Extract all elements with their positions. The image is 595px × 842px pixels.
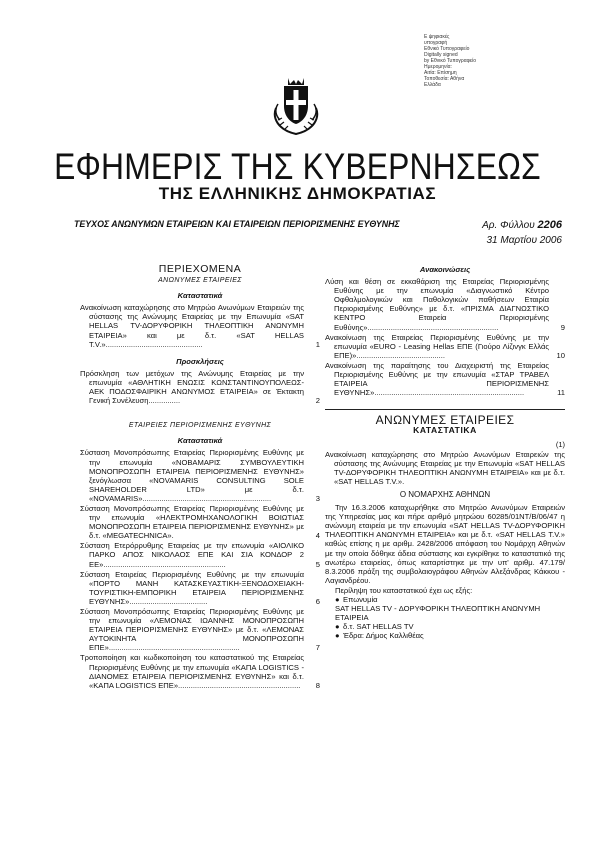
contents-entry [80, 653, 320, 689]
contents-entry [80, 607, 320, 652]
contents-entry-text: Τροποποίηση και κωδικοποίηση του καταστατικού της Εταιρείας Περιορισμένης Ευθύνης με την επωνυμία «ΚΑΠΑ LOGISTICS - ΔΙΑΝΟΜΕΣ ΕΤΑΙΡΕΙΑ ΠΕΡΙΟΡΙΣΜΕΝΗΣ ΕΥΘΥΝΗΣ» και δ.τ. «ΚΑΠΑ LOGISTICS ΕΠΕ».......................................................... [80, 653, 304, 690]
contents-entry [80, 570, 320, 606]
contents-entry-page: 8 [315, 680, 320, 690]
contents-entry-page: 4 [315, 531, 320, 541]
contents-entry-text: Ανακοίνωση καταχώρησης στο Μητρώο Ανωνύμων Εταιρειών της σύστασης της Ανώνυμης Εταιρείας με την Επωνυμία «SAT HELLAS TV-ΔΟΡΥΦΟΡΙΚΗ ΤΗΛΕΟΠΤΙΚΗ ΑΝΩΝΥΜΗ ΕΤΑΙΡΕΙΑ» και με δ.τ. «SAT HELLAS T.V.».............................................. [80, 303, 304, 349]
contents-entry-page: 7 [315, 643, 320, 653]
contents-entry [80, 303, 320, 348]
summary-intro: Περίληψη του καταστατικού έχει ως εξής: [335, 585, 473, 595]
contents-entry-text: Πρόσκληση των μετόχων της Ανώνυμης Εταιρείας με την επωνυμία «ΑΘΛΗΤΙΚΗ ΕΝΩΣΙΣ ΚΩΝΣΤΑΝΤΙΝΟΥΠΟΛΕΩΣ-ΑΕΚ ΠΟΔΟΣΦΑΙΡΙΚΗ ΑΝΩΝΥΜΟΣ ΕΤΑΙΡΕΙΑ» σε Έκτακτη Γενική Συνέλευση............... [80, 368, 304, 406]
contents-entry [80, 448, 320, 503]
contents-entry-page: 1 [315, 339, 320, 349]
contents-statutes-list [80, 303, 320, 348]
contents-epe-heading: ΕΤΑΙΡΕΙΕΣ ΠΕΡΙΟΡΙΣΜΕΝΗΣ ΕΥΘΥΝΗΣ [128, 422, 272, 430]
contents-invitations-list [80, 369, 320, 405]
contents-entry-text: Ανακοίνωση της παραίτησης του Διαχειριστή της Εταιρείας Περιορισμένης Ευθύνης με την επωνυμία «ΣΤΑΡ ΤΡΑΒΕΛ ΕΤΑΙΡΕΙΑ ΠΕΡΙΟΡΙΣΜΕΝΗΣ ΕΥΘΥΝΗΣ»....................................................................... [325, 360, 549, 398]
contents-entry [80, 541, 320, 568]
gazette-title: ΕΦΗΜΕΡΙΣ ΤΗΣ ΚΥΒΕΡΝΗΣΕΩΣ [54, 146, 541, 187]
notice-number: (1) [555, 439, 565, 449]
bullet-name [325, 595, 565, 604]
bullet-icon: ● [335, 631, 340, 641]
contents-entry [325, 361, 565, 397]
signature-note-line: Ελλάδα [424, 82, 441, 88]
signature-note-line: Τοποθεσία: Αθήνα [424, 76, 465, 82]
bullet-trade-name [325, 622, 565, 631]
signature-note-line: Αιτία: Επίσημη [424, 70, 457, 76]
bullet-icon: ● [335, 622, 340, 632]
contents-epe-statutes-list [80, 448, 320, 689]
section-heading: ΑΝΩΝΥΜΕΣ ΕΤΑΙΡΕΙΕΣ [325, 409, 565, 425]
contents-heading: ΠΕΡΙΕΧΟΜΕΝΑ [158, 263, 242, 275]
signature-note-line: Ημερομηνία: [424, 64, 452, 70]
contents-announcements-heading: Ανακοινώσεις [419, 265, 471, 274]
gazette-subtitle: ΤΗΣ ΕΛΛΗΝΙΚΗΣ ΔΗΜΟΚΡΑΤΙΑΣ [158, 184, 437, 203]
issue-number-value: 2206 [537, 219, 562, 231]
contents-entry [80, 369, 320, 405]
contents-announcements-list [325, 277, 565, 397]
contents-entry [80, 504, 320, 540]
bullet-name-text: Επωνυμία [343, 595, 378, 604]
contents-entry-page: 3 [315, 493, 320, 503]
issue-row [74, 219, 562, 233]
issue-type: ΤΕΥΧΟΣ ΑΝΩΝΥΜΩΝ ΕΤΑΙΡΕΙΩΝ ΚΑΙ ΕΤΑΙΡΕΙΩΝ ΠΕΡΙΟΡΙΣΜΕΝΗΣ ΕΥΘΥΝΗΣ [74, 219, 400, 230]
bullet-seat [325, 631, 565, 640]
bullet-trade-name-text: δ.τ. SAT HELLAS TV [343, 622, 414, 632]
signature-note-line: by Εθνικό Τυπογραφείο [424, 58, 477, 64]
contents-entry-page: 10 [556, 350, 565, 360]
company-name-line: SAT HELLAS TV - ΔΟΡΥΦΟΡΙΚΗ ΤΗΛΕΟΠΤΙΚΗ ΑΝΩΝΥΜΗ ΕΤΑΙΡΕΙΑ [335, 604, 541, 623]
notice-title: Ανακοίνωση καταχώρησης στο Μητρώο Ανωνύμων Εταιρειών της σύστασης της Ανώνυμης Εταιρείας με την Επωνυμία «SAT HELLAS TV-ΔΟΡΥΦΟΡΙΚΗ ΤΗΛΕΟΠΤΙΚΗ ΑΝΩΝΥΜΗ ΕΤΑΙΡΕΙΑ» και με δ.τ. «SAT HELLAS T.V.». [325, 449, 565, 486]
contents-entry-page: 2 [315, 396, 320, 406]
body-column [325, 265, 565, 640]
issue-number [482, 219, 562, 231]
contents-entry [325, 333, 565, 360]
authority-heading: Ο ΝΟΜΑΡΧΗΣ ΑΘΗΝΩΝ [399, 489, 491, 499]
contents-entry-page: 5 [315, 559, 320, 569]
contents-entry-text: Ανακοίνωση της Εταιρείας Περιορισμένης Ευθύνης με την επωνυμία «EURO - Leasing Hellas ΕΠΕ (Γιούρο Λίζινγκ Ελλάς ΕΠΕ)».......................................... [325, 332, 549, 360]
section-subheading: ΚΑΤΑΣΤΑΤΙΚΑ [413, 425, 477, 436]
contents-entry-text: Σύσταση Μονοπρόσωπης Εταιρείας Περιορισμένης Ευθύνης με την επωνυμία «ΗΛΕΚΤΡΟΜΗΧΑΝΟΛΟΓΙΚΗ ΒΟΙΩΤΙΑΣ ΜΟΝΟΠΡΟΣΩΠΗ ΕΤΑΙΡΕΙΑ ΠΕΡΙΟΡΙΣΜΕΝΗΣ ΕΥΘΥΝΗΣ» με δ.τ. «MEGATECHNICA». [80, 503, 304, 541]
contents-statutes-heading: Καταστατικά [177, 291, 223, 301]
contents-entry-text: Σύσταση Εταιρείας Περιορισμένης Ευθύνης με την επωνυμία «ΠΟΡΤΟ ΜΑΝΗ ΚΑΤΑΣΚΕΥΑΣΤΙΚΗ-ΞΕΝΟΔΟΧΕΙΑΚΗ-ΤΟΥΡΙΣΤΙΚΗ-ΕΜΠΟΡΙΚΗ ΕΤΑΙΡΕΙΑ ΠΕΡΙΟΡΙΣΜΕΝΗΣ ΕΥΘΥΝΗΣ»..................................... [80, 569, 304, 606]
bullet-icon: ● [335, 595, 340, 604]
contents-invitations-heading: Προσκλήσεις [176, 356, 224, 366]
digital-signature-note [424, 34, 544, 88]
contents-entry [325, 277, 565, 332]
bullet-seat-text: Έδρα: Δήμος Καλλιθέας [343, 631, 424, 641]
notice-paragraph: Την 16.3.2006 καταχωρήθηκε στο Μητρώο Ανωνύμων Εταιρειών της Υπηρεσίας μας και πήρε αριθμό μητρώου 60285/01ΝΤ/Β/06/47 η ανώνυμη εταιρεία με την επωνυμία «SAT HELLAS TV-ΔΟΡΥΦΟΡΙΚΗ ΤΗΛΕΟΠΤΙΚΗ ΑΝΩΝΥΜΗ ΕΤΑΙΡΕΙΑ» και με δ.τ. «SAT HELLAS T.V.» καθώς επίσης η με αριθμ. 2428/2006 απόφαση του Νομάρχη Αθηνών με την οποία δόθηκε άδεια σύστασης και εγκρίθηκε το καταστατικό της ανωτέρω εταιρείας, όπως καταρτίστηκε με την υπ' αριθμ. 47.179/ 8.3.2006 πράξη της συμβολαιογράφου Αθηνών Αλεξάνδρας Κάκκου - Λαγιανδρέου. [325, 503, 565, 585]
issue-number-label: Αρ. Φύλλου [482, 220, 538, 231]
issue-date: 31 Μαρτίου 2006 [486, 235, 562, 246]
contents-ae-heading: ΑΝΩΝΥΜΕΣ ΕΤΑΙΡΕΙΕΣ [158, 277, 242, 285]
contents-entry-page: 11 [557, 388, 565, 398]
signature-note-line: υπογραφή [424, 40, 448, 46]
contents-entry-text: Σύσταση Μονοπρόσωπης Εταιρείας Περιορισμένης Ευθύνης με την επωνυμία «ΛΕΜΟΝΑΣ ΙΩΑΝΝΗΣ ΜΟΝΟΠΡΟΣΩΠΗ ΕΤΑΙΡΕΙΑ ΠΕΡΙΟΡΙΣΜΕΝΗΣ ΕΥΘΥΝΗΣ» με δ.τ. «ΛΕΜΟΝΑΣ ΑΥΤΟΚΙΝΗΤΑ ΜΟΝΟΠΡΟΣΩΠΗ ΕΠΕ».............................................................. [80, 607, 304, 653]
contents-entry-text: Σύσταση Ετερόρρυθμης Εταιρείας με την επωνυμία «ΑΙΟΛΙΚΟ ΠΑΡΚΟ ΑΠΟΣ ΝΙΚΟΛΑΟΣ ΕΠΕ ΚΑΙ ΣΙΑ ΚΟΝΔΟΡ 2 ΕΕ».......................................................... [80, 541, 304, 569]
contents-entry-page: 9 [560, 322, 565, 332]
signature-note-line: Digitally signed [424, 52, 458, 58]
contents-entry-page: 6 [315, 596, 320, 606]
signature-note-line: Ε ψηφιακές [424, 34, 450, 40]
contents-column [80, 265, 320, 691]
signature-note-line: Εθνικό Τυπογραφείο [424, 46, 470, 52]
greek-coat-of-arms-icon [268, 74, 324, 138]
contents-entry-text: Λύση και θέση σε εκκαθάριση της Εταιρείας Περιορισμένης Ευθύνης με την επωνυμία «Διαγνωστικό Κέντρο Οφθαλμολογικών και Παθολογικών παθήσεων Εταιρία Περιορισμένης Ευθύνης» με δ.τ. «ΠΡΙΣΜΑ ΔΙΑΓΝΩΣΤΙΚΟ ΚΕΝΤΡΟ Εταιρεία Περιορισμένης Ευθύνης».............................................................. [325, 277, 549, 332]
contents-entry-text: Σύσταση Μονοπρόσωπης Εταιρείας Περιορισμένης Ευθύνης με την επωνυμία «ΝΟΒΑΜΑΡΙΣ ΣΥΜΒΟΥΛΕΥΤΙΚΗ ΜΟΝΟΠΡΟΣΩΠΗ ΕΤΑΙΡΕΙΑ ΠΕΡΙΟΡΙΣΜΕΝΗΣ ΕΥΘΥΝΗΣ» ξενόγλωσσα «NOVAMARIS CONSULTING SOLE SHAREHOLDER LTD» με δ.τ. «NOVAMARIS»............................................................. [80, 448, 304, 503]
contents-epe-statutes-heading: Καταστατικά [177, 436, 223, 446]
